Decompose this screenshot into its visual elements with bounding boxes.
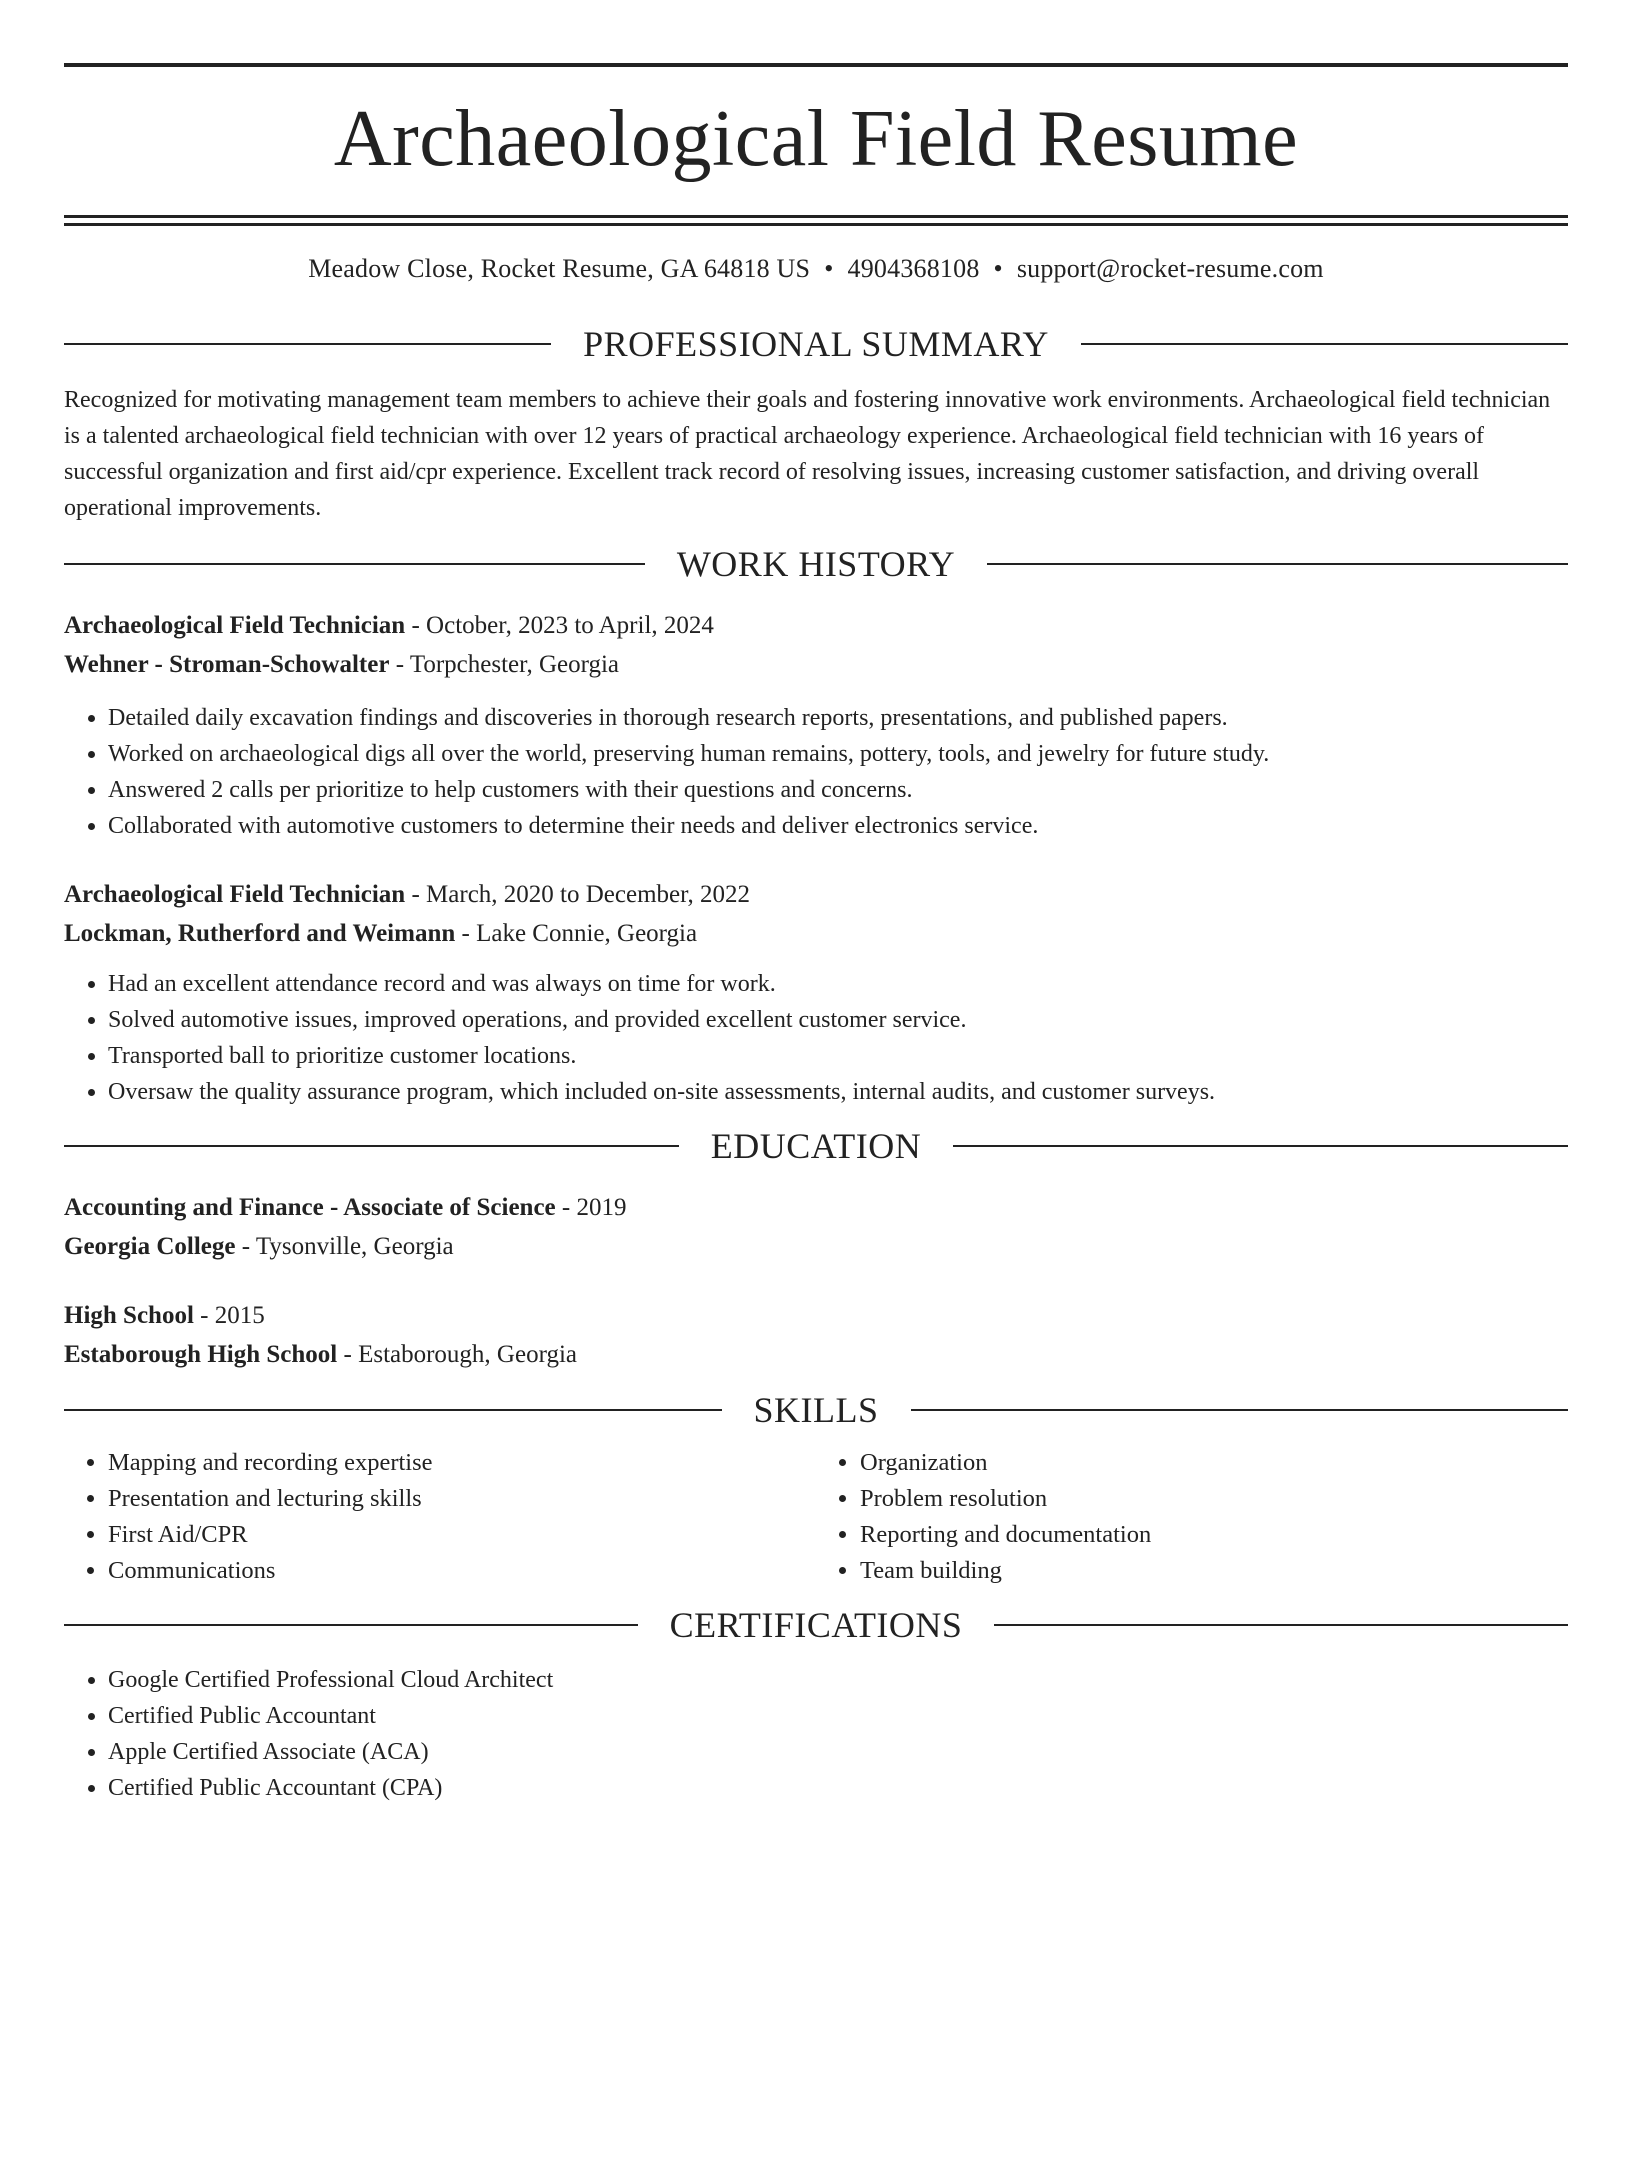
list-item: • Collaborated with automotive customers to determine their needs and deliver electronics service. [108, 808, 1568, 844]
contact-separator: • [824, 254, 834, 283]
heading-rule [994, 1624, 1568, 1626]
list-item: • First Aid/CPR [108, 1517, 816, 1553]
section-heading-certifications [64, 1603, 1568, 1647]
heading-rule [953, 1145, 1568, 1147]
section-title: EDUCATION [710, 1126, 922, 1166]
school-location: Tysonville, Georgia [255, 1233, 454, 1260]
section-title: PROFESSIONAL SUMMARY [583, 324, 1049, 364]
section-title: SKILLS [753, 1390, 879, 1430]
employer-location: Torpchester, Georgia [409, 651, 620, 678]
heading-rule [1081, 343, 1568, 345]
degree-name: High School [64, 1302, 194, 1329]
list-item: • Problem resolution [860, 1481, 1568, 1517]
employer-line: Wehner - Stroman-Schowalter - Torpchester, Georgia [64, 651, 620, 678]
degree-line: High School - 2015 [64, 1302, 265, 1329]
list-item: • Communications [108, 1553, 816, 1589]
list-item: • Reporting and documentation [860, 1517, 1568, 1553]
resume-title: Archaeological Field Resume [333, 95, 1299, 183]
job-duties-list [64, 966, 1568, 1110]
top-rule [64, 63, 1568, 67]
contact-line [64, 252, 1568, 286]
heading-rule [64, 343, 551, 345]
degree-line: Accounting and Finance - Associate of Science - 2019 [64, 1194, 627, 1221]
list-item: • Transported ball to prioritize customer locations. [108, 1038, 1568, 1074]
heading-rule [64, 1409, 722, 1411]
contact-separator: • [993, 254, 1003, 283]
job-title-line: Archaeological Field Technician - March, 2020 to December, 2022 [64, 881, 750, 908]
job-title: Archaeological Field Technician [64, 612, 406, 639]
resume-page [0, 63, 1632, 2175]
certifications-list [64, 1662, 1568, 1806]
list-item: • Answered 2 calls per prioritize to help customers with their questions and concerns. [108, 772, 1568, 808]
section-title: WORK HISTORY [676, 544, 956, 584]
degree-year: 2019 [576, 1194, 627, 1221]
school-location: Estaborough, Georgia [358, 1341, 577, 1368]
list-item: • Worked on archaeological digs all over the world, preserving human remains, pottery, tools, and jewelry for future study. [108, 736, 1568, 772]
list-item: • Certified Public Accountant [108, 1698, 1568, 1734]
education-entry [64, 1188, 1568, 1266]
list-item: • Mapping and recording expertise [108, 1445, 816, 1481]
section-heading-summary [64, 322, 1568, 366]
skills-grid [64, 1445, 1568, 1589]
heading-rule [987, 563, 1568, 565]
list-item: • Presentation and lecturing skills [108, 1481, 816, 1517]
summary-text: Recognized for motivating management team members to achieve their goals and fostering innovative work environments. Archaeological field technician is a talented archaeological field technician with over 12 years of practical archaeology experience. Archaeological field technician with 16 years of successful organization and first aid/cpr experience. Excellent track record of resolving issues, increasing customer satisfaction, and driving overall operational improvements. [64, 387, 1551, 521]
list-item: • Google Certified Professional Cloud Architect [108, 1662, 1568, 1698]
contact-email: support@rocket-resume.com [1016, 254, 1324, 283]
school-line: Georgia College - Tysonville, Georgia [64, 1233, 454, 1260]
skills-list-right [816, 1445, 1568, 1589]
title-double-rule [64, 215, 1568, 226]
job-title: Archaeological Field Technician [64, 881, 406, 908]
employer-name: Lockman, Rutherford and Weimann [64, 920, 456, 947]
list-item: • Apple Certified Associate (ACA) [108, 1734, 1568, 1770]
employer-location: Lake Connie, Georgia [476, 920, 698, 947]
list-item: • Had an excellent attendance record and was always on time for work. [108, 966, 1568, 1002]
school-name: Georgia College [64, 1233, 236, 1260]
heading-rule [64, 563, 645, 565]
list-item: • Solved automotive issues, improved operations, and provided excellent customer service. [108, 1002, 1568, 1038]
heading-rule [911, 1409, 1569, 1411]
heading-rule [64, 1145, 679, 1147]
job-title-line: Archaeological Field Technician - October, 2023 to April, 2024 [64, 612, 714, 639]
section-heading-education [64, 1124, 1568, 1168]
list-item: • Team building [860, 1553, 1568, 1589]
section-heading-skills [64, 1388, 1568, 1432]
list-item: • Certified Public Accountant (CPA) [108, 1770, 1568, 1806]
job-dates: March, 2020 to December, 2022 [426, 881, 750, 908]
education-entry [64, 1296, 1568, 1374]
skills-list-left [64, 1445, 816, 1589]
school-line: Estaborough High School - Estaborough, Georgia [64, 1341, 577, 1368]
employer-name: Wehner - Stroman-Schowalter [64, 651, 390, 678]
degree-year: 2015 [214, 1302, 265, 1329]
degree-name: Accounting and Finance - Associate of Science [64, 1194, 556, 1221]
job-dates: October, 2023 to April, 2024 [426, 612, 714, 639]
section-heading-work [64, 542, 1568, 586]
heading-rule [64, 1624, 638, 1626]
section-title: CERTIFICATIONS [669, 1605, 963, 1645]
list-item: • Organization [860, 1445, 1568, 1481]
school-name: Estaborough High School [64, 1341, 338, 1368]
employer-line: Lockman, Rutherford and Weimann - Lake Connie, Georgia [64, 920, 698, 947]
work-entry [64, 875, 1568, 1110]
list-item: • Oversaw the quality assurance program, which included on-site assessments, internal audits, and customer surveys. [108, 1074, 1568, 1110]
contact-address: Meadow Close, Rocket Resume, GA 64818 US [308, 254, 811, 283]
list-item: • Detailed daily excavation findings and discoveries in thorough research reports, presentations, and published papers. [108, 700, 1568, 736]
job-duties-list [64, 700, 1568, 844]
contact-phone: 4904368108 [847, 254, 980, 283]
work-entry [64, 606, 1568, 844]
